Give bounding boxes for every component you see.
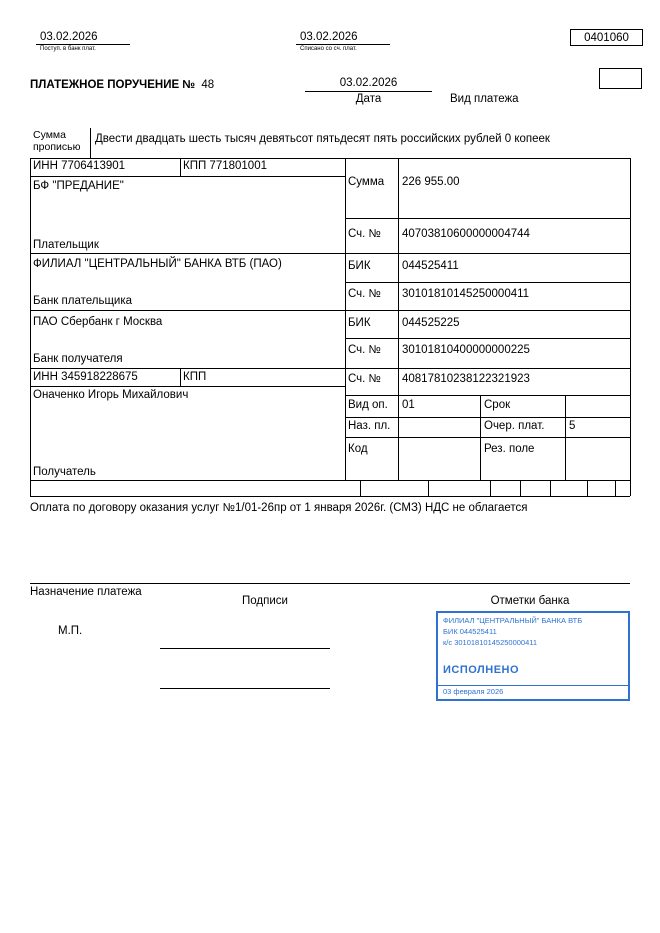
grid-h2: [30, 176, 345, 177]
table-left-border: [30, 158, 31, 496]
sum-value: 226 955.00: [402, 176, 460, 188]
grid-h14: [30, 496, 630, 497]
payer-bank-name: ФИЛИАЛ "ЦЕНТРАЛЬНЫЙ" БАНКА ВТБ (ПАО): [33, 258, 282, 270]
document-number: 48: [201, 79, 215, 91]
beneficiary-bank-bik-value: 044525225: [402, 317, 460, 329]
priority-value: 5: [569, 420, 576, 432]
signature-line-1: [160, 648, 330, 649]
beneficiary-bank-account-label: Сч. №: [348, 344, 381, 356]
document-date-underline: [305, 91, 432, 92]
stamp-corr-account: к/с 30101810145250000411: [443, 638, 538, 647]
payer-inn-kpp-divider: [180, 158, 181, 176]
beneficiary-label: Получатель: [33, 466, 96, 478]
payer-name: БФ "ПРЕДАНИЕ": [33, 180, 124, 192]
bank-marks-label: Отметки банка: [490, 595, 570, 607]
beneficiary-bank-label: Банк получателя: [33, 353, 123, 365]
payer-bank-bik-value: 044525411: [402, 260, 459, 272]
payer-account-label: Сч. №: [348, 228, 381, 240]
payer-bank-label: Банк плательщика: [33, 295, 133, 307]
beneficiary-bank-bik-label: БИК: [348, 317, 371, 329]
grid-h7: [345, 338, 630, 339]
beneficiary-inn: ИНН 345918228675: [33, 371, 138, 383]
stamp-status: ИСПОЛНЕНО: [443, 664, 520, 676]
beneficiary-kpp-label: КПП: [183, 371, 207, 383]
date-received: 03.02.2026: [40, 31, 98, 43]
payer-kpp: КПП 771801001: [183, 160, 267, 172]
beneficiary-account-label: Сч. №: [348, 373, 381, 385]
amount-words-label: Сумма прописью: [33, 129, 81, 153]
grid-h4: [30, 253, 630, 254]
grid-h3: [345, 218, 630, 219]
document-title: [30, 79, 214, 92]
grid-h12: [345, 437, 630, 438]
document-date-label: Дата: [355, 93, 382, 105]
codes-divider-5: [550, 480, 551, 496]
purpose-text: Оплата по договору оказания услуг №1/01-26пр от 1 января 2026г. (СМЗ) НДС не облагается: [30, 502, 528, 514]
purpose-label: Назначение платежа: [30, 586, 142, 598]
form-code: 0401060: [584, 31, 629, 44]
code-label: Код: [348, 443, 368, 455]
priority-label: Очер. плат.: [484, 420, 545, 432]
payment-type-box: [599, 68, 642, 89]
grid-h8: [30, 368, 630, 369]
signature-line-2: [160, 688, 330, 689]
beneficiary-name: Оначенко Игорь Михайлович: [33, 389, 189, 401]
sum-label: Сумма: [348, 176, 385, 188]
grid-h6: [30, 310, 630, 311]
purpose-underline: [30, 583, 630, 584]
grid-h9: [30, 386, 345, 387]
grid-h13: [30, 480, 630, 481]
codes-divider-7: [615, 480, 616, 496]
stamp-bank-name: ФИЛИАЛ "ЦЕНТРАЛЬНЫЙ" БАНКА ВТБ: [443, 616, 583, 625]
table-label-divider: [398, 158, 399, 480]
grid-h5: [345, 282, 630, 283]
reserve-field-label: Рез. поле: [484, 443, 535, 455]
bank-stamp: [436, 611, 630, 701]
signatures-label: Подписи: [242, 595, 288, 607]
payer-bank-account-value: 30101810145250000411: [402, 288, 530, 300]
grid-h1: [30, 158, 630, 159]
op-type-label: Вид оп.: [348, 399, 388, 411]
document-title-label: ПЛАТЕЖНОЕ ПОРУЧЕНИЕ №: [30, 79, 196, 91]
date-debited-underline: [296, 44, 390, 45]
beneficiary-bank-name: ПАО Сбербанк г Москва: [33, 316, 163, 328]
date-received-underline: [36, 44, 130, 45]
beneficiary-inn-kpp-divider: [180, 368, 181, 386]
date-debited-label: Списано со сч. плат.: [300, 46, 357, 52]
codes-divider-4: [520, 480, 521, 496]
amount-words-text: Двести двадцать шесть тысяч девятьсот пятьдесят пять российских рублей 0 копеек: [95, 133, 550, 145]
payer-label: Плательщик: [33, 239, 99, 251]
date-debited: 03.02.2026: [300, 31, 358, 43]
grid-h10: [345, 395, 630, 396]
table-right-border: [630, 158, 631, 496]
purpose-code-label: Наз. пл.: [348, 420, 391, 432]
table-mid-divider: [345, 158, 346, 480]
payer-bank-account-label: Сч. №: [348, 288, 381, 300]
mp-label: М.П.: [58, 625, 83, 637]
op-type-value: 01: [402, 399, 415, 411]
payer-account-value: 40703810600000004744: [402, 228, 530, 240]
term-label: Срок: [484, 399, 511, 411]
document-date: 03.02.2026: [339, 77, 398, 89]
payer-inn: ИНН 7706413901: [33, 160, 126, 172]
payer-bank-bik-label: БИК: [348, 260, 371, 272]
stamp-date: 03 февраля 2026: [443, 687, 504, 696]
stamp-bik: БИК 044525411: [443, 627, 497, 636]
beneficiary-account-value: 40817810238122321923: [402, 373, 530, 385]
form-code-box: [570, 29, 643, 46]
beneficiary-bank-account-value: 30101810400000000225: [402, 344, 530, 356]
payment-type-label: Вид платежа: [450, 93, 519, 105]
grid-h11: [345, 417, 630, 418]
codes-divider-3: [490, 480, 491, 496]
codes-divider-2: [428, 480, 429, 496]
codes-divider-6: [587, 480, 588, 496]
amount-words-divider: [90, 128, 91, 158]
stamp-divider: [438, 685, 628, 686]
date-received-label: Поступ. в банк плат.: [40, 46, 96, 52]
codes-divider-1: [360, 480, 361, 496]
